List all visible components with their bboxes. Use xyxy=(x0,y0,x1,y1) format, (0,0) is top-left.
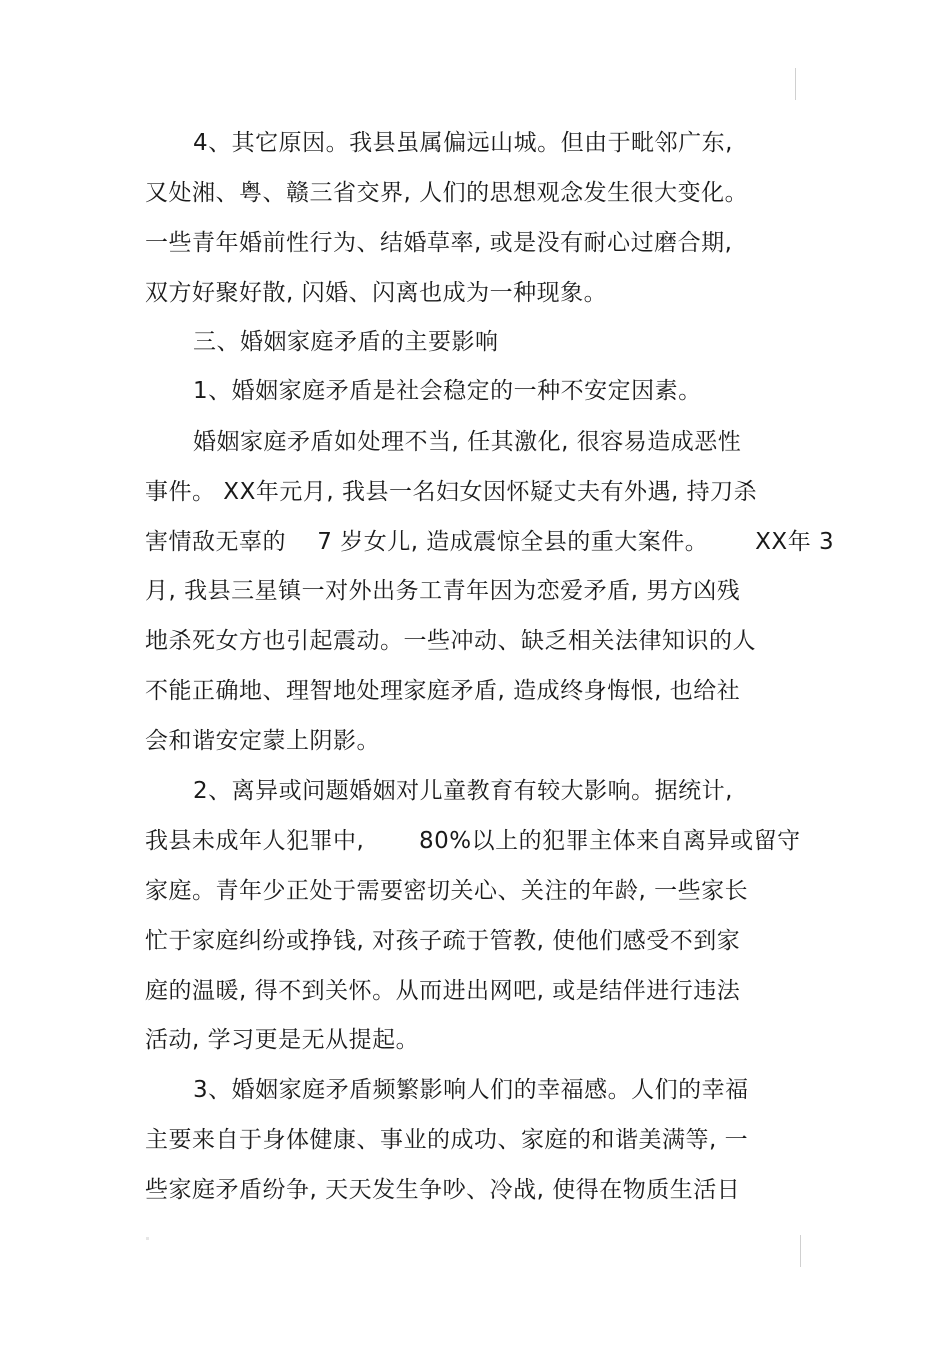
paragraph-line: 月, 我县三星镇一对外出务工青年因为恋爱矛盾, 男方凶残 xyxy=(145,578,741,604)
paragraph-line: 婚姻家庭矛盾如处理不当, 任其激化, 很容易造成恶性 xyxy=(193,429,742,455)
paragraph-line: 家庭。青年少正处于需要密切关心、关注的年龄, 一些家长 xyxy=(145,878,749,904)
paragraph-line: 会和谐安定蒙上阴影。 xyxy=(145,728,380,754)
paragraph-line: 1、婚姻家庭矛盾是社会稳定的一种不安定因素。 xyxy=(193,378,702,404)
bottom-left-mark xyxy=(146,1237,149,1240)
paragraph-line: 地杀死女方也引起震动。一些冲动、缺乏相关法律知识的人 xyxy=(145,628,756,654)
paragraph-line: 双方好聚好散, 闪婚、闪离也成为一种现象。 xyxy=(145,280,608,306)
paragraph-line: 些家庭矛盾纷争, 天天发生争吵、冷战, 使得在物质生活日 xyxy=(145,1177,741,1203)
paragraph-line: 又处湘、粤、赣三省交界, 人们的思想观念发生很大变化。 xyxy=(145,180,749,206)
paragraph-line: 庭的温暖, 得不到关怀。从而进出网吧, 或是结伴进行违法 xyxy=(145,978,741,1004)
paragraph-line: 3、婚姻家庭矛盾频繁影响人们的幸福感。人们的幸福 xyxy=(193,1077,749,1103)
paragraph-line: 4、其它原因。我县虽属偏远山城。但由于毗邻广东, xyxy=(193,130,733,156)
paragraph-line: 事件。 XX年元月, 我县一名妇女因怀疑丈夫有外遇, 持刀杀 xyxy=(145,479,758,505)
paragraph-line: 主要来自于身体健康、事业的成功、家庭的和谐美满等, 一 xyxy=(145,1127,749,1153)
paragraph-line: 忙于家庭纠纷或挣钱, 对孩子疏于管教, 使他们感受不到家 xyxy=(145,928,741,954)
paragraph-line: 害情敌无辜的 7 岁女儿, 造成震惊全县的重大案件。 XX年 3 xyxy=(145,529,835,555)
top-right-edge-mark xyxy=(795,68,796,100)
paragraph-line: 我县未成年人犯罪中, 80%以上的犯罪主体来自离异或留守 xyxy=(145,828,801,854)
bottom-right-edge-mark xyxy=(800,1235,801,1267)
paragraph-line: 一些青年婚前性行为、结婚草率, 或是没有耐心过磨合期, xyxy=(145,230,733,256)
paragraph-line: 不能正确地、理智地处理家庭矛盾, 造成终身悔恨, 也给社 xyxy=(145,678,741,704)
paragraph-line: 活动, 学习更是无从提起。 xyxy=(145,1027,420,1053)
section-heading: 三、婚姻家庭矛盾的主要影响 xyxy=(193,329,499,355)
paragraph-line: 2、离异或问题婚姻对儿童教育有较大影响。据统计, xyxy=(193,778,733,804)
